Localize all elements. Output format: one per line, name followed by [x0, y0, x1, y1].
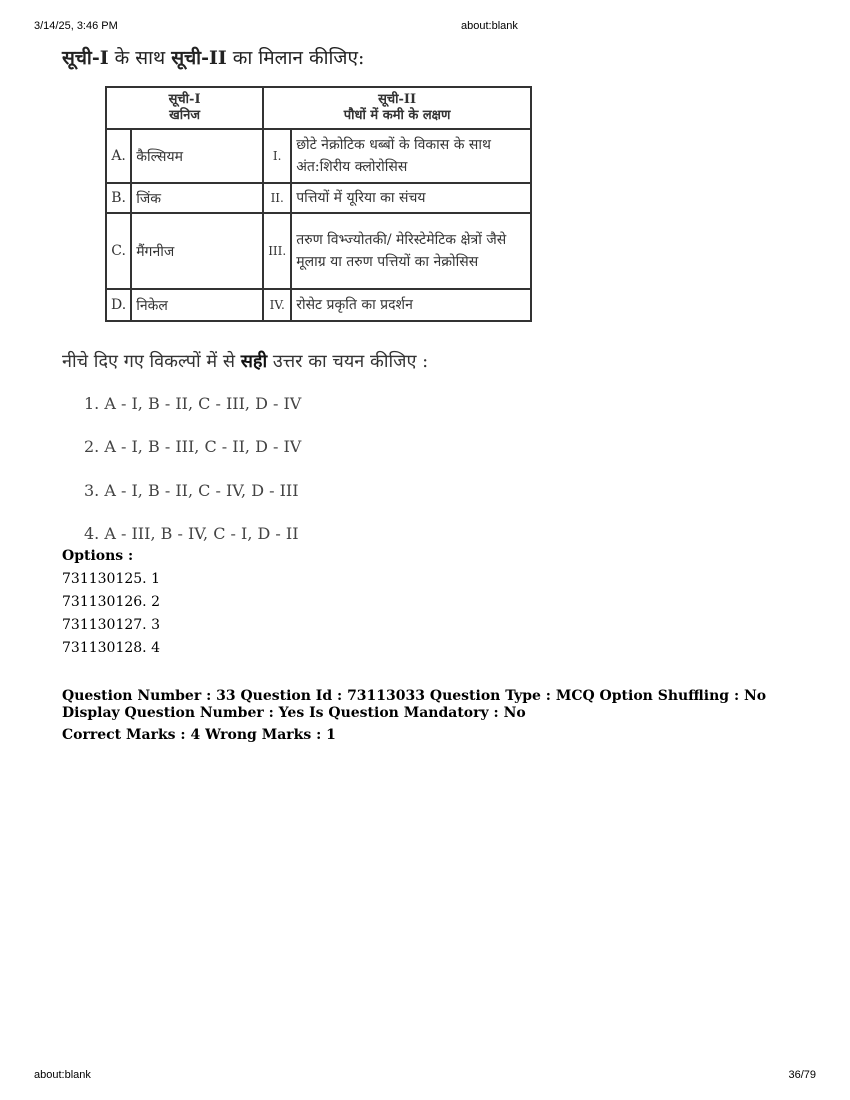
answer-choice: 4. A - III, B - IV, C - I, D - II [84, 524, 299, 543]
options-heading: Options : [62, 548, 134, 564]
option-item: 731130127. 3 [62, 617, 160, 633]
answer-choice: 1. A - I, B - II, C - III, D - IV [84, 394, 302, 413]
instruction-text [62, 349, 428, 373]
footer-url: about:blank [34, 1069, 91, 1081]
question-meta: Question Number : 33 Question Id : 73113033 Question Type : MCQ Option Shuffling : No Display Question Number : Yes Is Question Mandatory : No [62, 688, 767, 721]
title-with: के साथ [108, 47, 172, 69]
table-header-row [106, 87, 531, 129]
option-item: 731130126. 2 [62, 594, 160, 610]
title-list2: सूची-II [171, 47, 227, 69]
row-symptom: छोटे नेक्रोटिक धब्बों के विकास के साथ अंत:शिरीय क्लोरोसिस [291, 129, 531, 183]
row-roman: II. [263, 183, 291, 213]
table-row [106, 183, 531, 213]
row-mineral: कैल्सियम [131, 129, 263, 183]
list1-header-sub: खनिज [169, 108, 201, 123]
answer-choice: 2. A - I, B - III, C - II, D - IV [84, 437, 302, 456]
list2-header [263, 87, 531, 129]
row-roman: III. [263, 213, 291, 289]
question-title [62, 44, 364, 70]
table-row [106, 213, 531, 289]
row-letter: D. [106, 289, 131, 321]
instruction-bold: सही [240, 351, 268, 372]
page-number: 36/79 [788, 1069, 816, 1081]
option-item: 731130125. 1 [62, 571, 160, 587]
table-row [106, 129, 531, 183]
title-list1: सूची-I [62, 47, 109, 69]
list1-header-title: सूची-I [168, 92, 201, 107]
instruction-tail: उत्तर का चयन कीजिए : [267, 351, 429, 372]
list1-header [106, 87, 263, 129]
list2-header-sub: पौधों में कमी के लक्षण [343, 108, 451, 123]
print-timestamp: 3/14/25, 3:46 PM [34, 20, 118, 32]
option-item: 731130128. 4 [62, 640, 160, 656]
print-url: about:blank [461, 20, 518, 32]
row-mineral: मैंगनीज [131, 213, 263, 289]
list2-header-title: सूची-II [378, 92, 417, 107]
row-letter: C. [106, 213, 131, 289]
row-letter: B. [106, 183, 131, 213]
title-match: का मिलान कीजिए: [226, 47, 365, 69]
marks-meta: Correct Marks : 4 Wrong Marks : 1 [62, 727, 336, 743]
row-mineral: जिंक [131, 183, 263, 213]
row-roman: IV. [263, 289, 291, 321]
instruction-lead: नीचे दिए गए विकल्पों में से [62, 351, 241, 372]
answer-choice: 3. A - I, B - II, C - IV, D - III [84, 481, 299, 500]
row-symptom: तरुण विभ्ज्योतकी/ मेरिस्टेमेटिक क्षेत्रों जैसे मूलाग्र या तरुण पत्तियों का नेक्रोसिस [291, 213, 531, 289]
table-row [106, 289, 531, 321]
row-symptom: रोसेट प्रकृति का प्रदर्शन [291, 289, 531, 321]
match-table [105, 86, 532, 322]
row-mineral: निकेल [131, 289, 263, 321]
row-roman: I. [263, 129, 291, 183]
row-letter: A. [106, 129, 131, 183]
row-symptom: पत्तियों में यूरिया का संचय [291, 183, 531, 213]
